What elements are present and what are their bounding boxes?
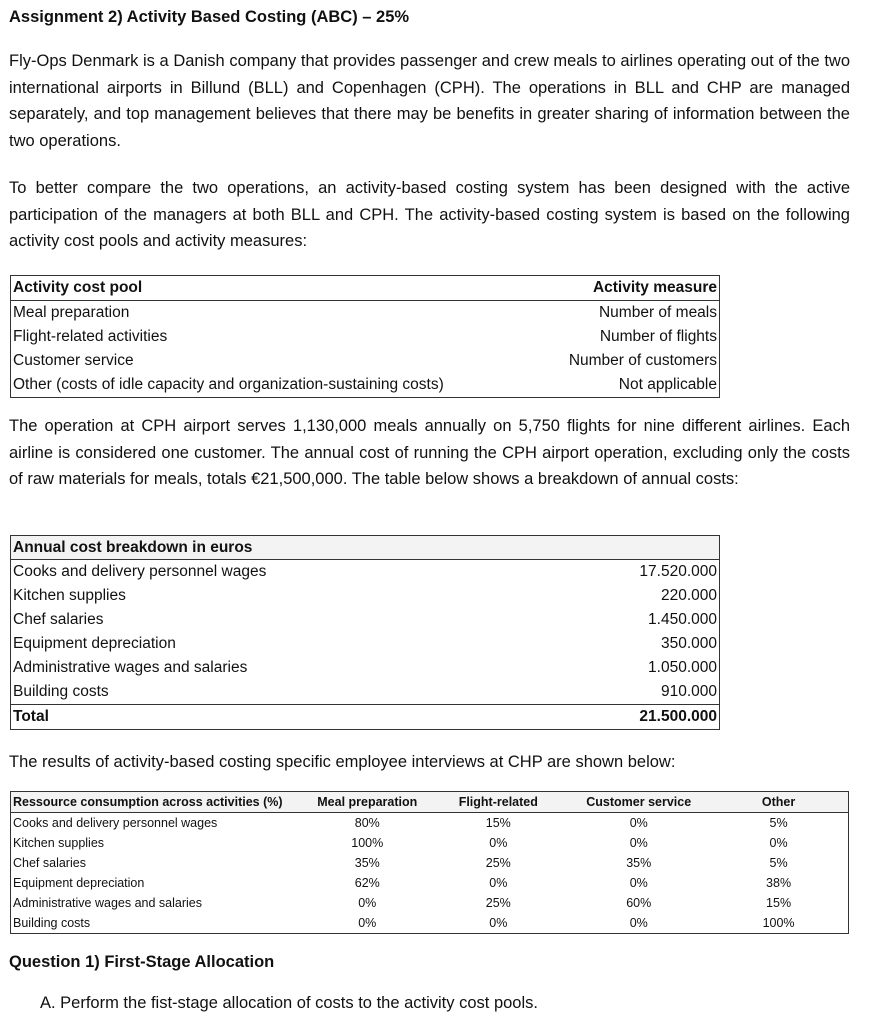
- table-cell: Cooks and delivery personnel wages: [11, 813, 307, 834]
- table-cell: Kitchen supplies: [11, 833, 307, 853]
- table-cell: Chef salaries: [11, 853, 307, 873]
- header-cell: Annual cost breakdown in euros: [11, 536, 549, 560]
- table-cell: 25%: [485, 856, 511, 870]
- table-cell: Equipment depreciation: [11, 632, 549, 656]
- table-cell: Equipment depreciation: [11, 873, 307, 893]
- total-row: [11, 705, 720, 730]
- table-cell: 100%: [709, 913, 848, 934]
- table-cell: Building costs: [11, 680, 549, 705]
- intro-paragraph: Fly-Ops Denmark is a Danish company that provides passenger and crew meals to airlines operating out of the two international airports in Billund (BLL) and Copenhagen (CPH). The operations in BLL and CHP are managed separately, and top management believes that there may be benefits in greater sharing of information between the two operations.: [9, 52, 850, 150]
- table-cell: Building costs: [11, 913, 307, 934]
- table-cell: 25%: [485, 896, 511, 910]
- table-cell: 910.000: [548, 680, 719, 705]
- table-header-row: [11, 792, 849, 813]
- table-cell: 38%: [709, 873, 848, 893]
- table-header-row: [11, 536, 720, 560]
- table-row: [11, 608, 720, 632]
- table-cell: 350.000: [548, 632, 719, 656]
- table-cell: 0%: [306, 913, 428, 934]
- activity-pools-table: [10, 275, 720, 398]
- table-cell: 35%: [626, 856, 652, 870]
- question-item-a: A. Perform the fist-stage allocation of costs to the activity cost pools.: [40, 994, 538, 1012]
- table-row: [11, 301, 720, 326]
- header-cell: Other: [709, 792, 848, 813]
- table-header-row: [11, 276, 720, 301]
- table-cell: Number of flights: [535, 325, 719, 349]
- table-cell: 1.450.000: [548, 608, 719, 632]
- table-cell: Other (costs of idle capacity and organization-sustaining costs): [11, 373, 536, 398]
- table-cell: Customer service: [11, 349, 536, 373]
- table-cell: Chef salaries: [11, 608, 549, 632]
- table-row: [11, 853, 849, 873]
- resource-consumption-table: [10, 791, 849, 934]
- total-label: Total: [11, 705, 549, 730]
- header-cell: Meal preparation: [306, 792, 428, 813]
- total-value: 21.500.000: [548, 705, 719, 730]
- table-cell: 62%: [354, 876, 380, 890]
- table-row: [11, 632, 720, 656]
- table-row: [11, 873, 849, 893]
- table-row: [11, 349, 720, 373]
- table-row: [11, 813, 849, 834]
- table-cell: Number of meals: [535, 301, 719, 326]
- table-row: [11, 584, 720, 608]
- table-row: [11, 656, 720, 680]
- table-cell: 0%: [629, 836, 648, 850]
- table-cell: 0%: [629, 816, 648, 830]
- table-cell: Administrative wages and salaries: [11, 893, 307, 913]
- question-heading: Question 1) First-Stage Allocation: [9, 953, 275, 971]
- table-row: [11, 913, 849, 934]
- table-cell: 80%: [354, 816, 380, 830]
- table-cell: Kitchen supplies: [11, 584, 549, 608]
- table-cell: 0%: [428, 913, 568, 934]
- table-cell: Administrative wages and salaries: [11, 656, 549, 680]
- table-row: [11, 893, 849, 913]
- table-cell: 0%: [489, 836, 508, 850]
- header-cell: Ressource consumption across activities (%): [11, 792, 307, 813]
- annual-cost-table: [10, 535, 720, 730]
- table-cell: 35%: [354, 856, 380, 870]
- table-cell: Number of customers: [535, 349, 719, 373]
- table-cell: 0%: [709, 833, 848, 853]
- header-cell: Flight-related: [428, 792, 568, 813]
- header-cell: Activity measure: [535, 276, 719, 301]
- table-cell: 0%: [489, 876, 508, 890]
- table-cell: 100%: [351, 836, 384, 850]
- table-cell: Cooks and delivery personnel wages: [11, 560, 549, 585]
- header-cell: Customer service: [568, 792, 709, 813]
- table-cell: Meal preparation: [11, 301, 536, 326]
- table-cell: 5%: [709, 853, 848, 873]
- table-cell: 0%: [358, 896, 377, 910]
- table-cell: 220.000: [548, 584, 719, 608]
- table-row: [11, 325, 720, 349]
- table-row: [11, 560, 720, 585]
- table-cell: 15%: [485, 816, 511, 830]
- header-cell-empty: [548, 536, 719, 560]
- table-cell: 17.520.000: [548, 560, 719, 585]
- table-cell: Not applicable: [535, 373, 719, 398]
- interview-results-paragraph: The results of activity-based costing specific employee interviews at CHP are shown below:: [9, 753, 676, 771]
- table-cell: Flight-related activities: [11, 325, 536, 349]
- table-cell: 5%: [709, 813, 848, 834]
- assignment-title: Assignment 2) Activity Based Costing (ABC) – 25%: [9, 8, 410, 26]
- table-cell: 15%: [709, 893, 848, 913]
- cph-operation-paragraph: The operation at CPH airport serves 1,130,000 meals annually on 5,750 flights for nine different airlines. Each airline is considered one customer. The annual cost of running the CPH airport operation, excluding only the costs of raw materials for meals, totals €21,500,000. The table below shows a breakdown of annual costs:: [9, 417, 850, 488]
- table-cell: 1.050.000: [548, 656, 719, 680]
- table-cell: 0%: [629, 876, 648, 890]
- table-row: [11, 373, 720, 398]
- table-cell: 60%: [626, 896, 652, 910]
- table-row: [11, 833, 849, 853]
- header-cell: Activity cost pool: [11, 276, 536, 301]
- table-cell: 0%: [568, 913, 709, 934]
- abc-description-paragraph: To better compare the two operations, an activity-based costing system has been designed with the active participation of the managers at both BLL and CPH. The activity-based costing system is based on the following activity cost pools and activity measures:: [9, 179, 850, 250]
- table-row: [11, 680, 720, 705]
